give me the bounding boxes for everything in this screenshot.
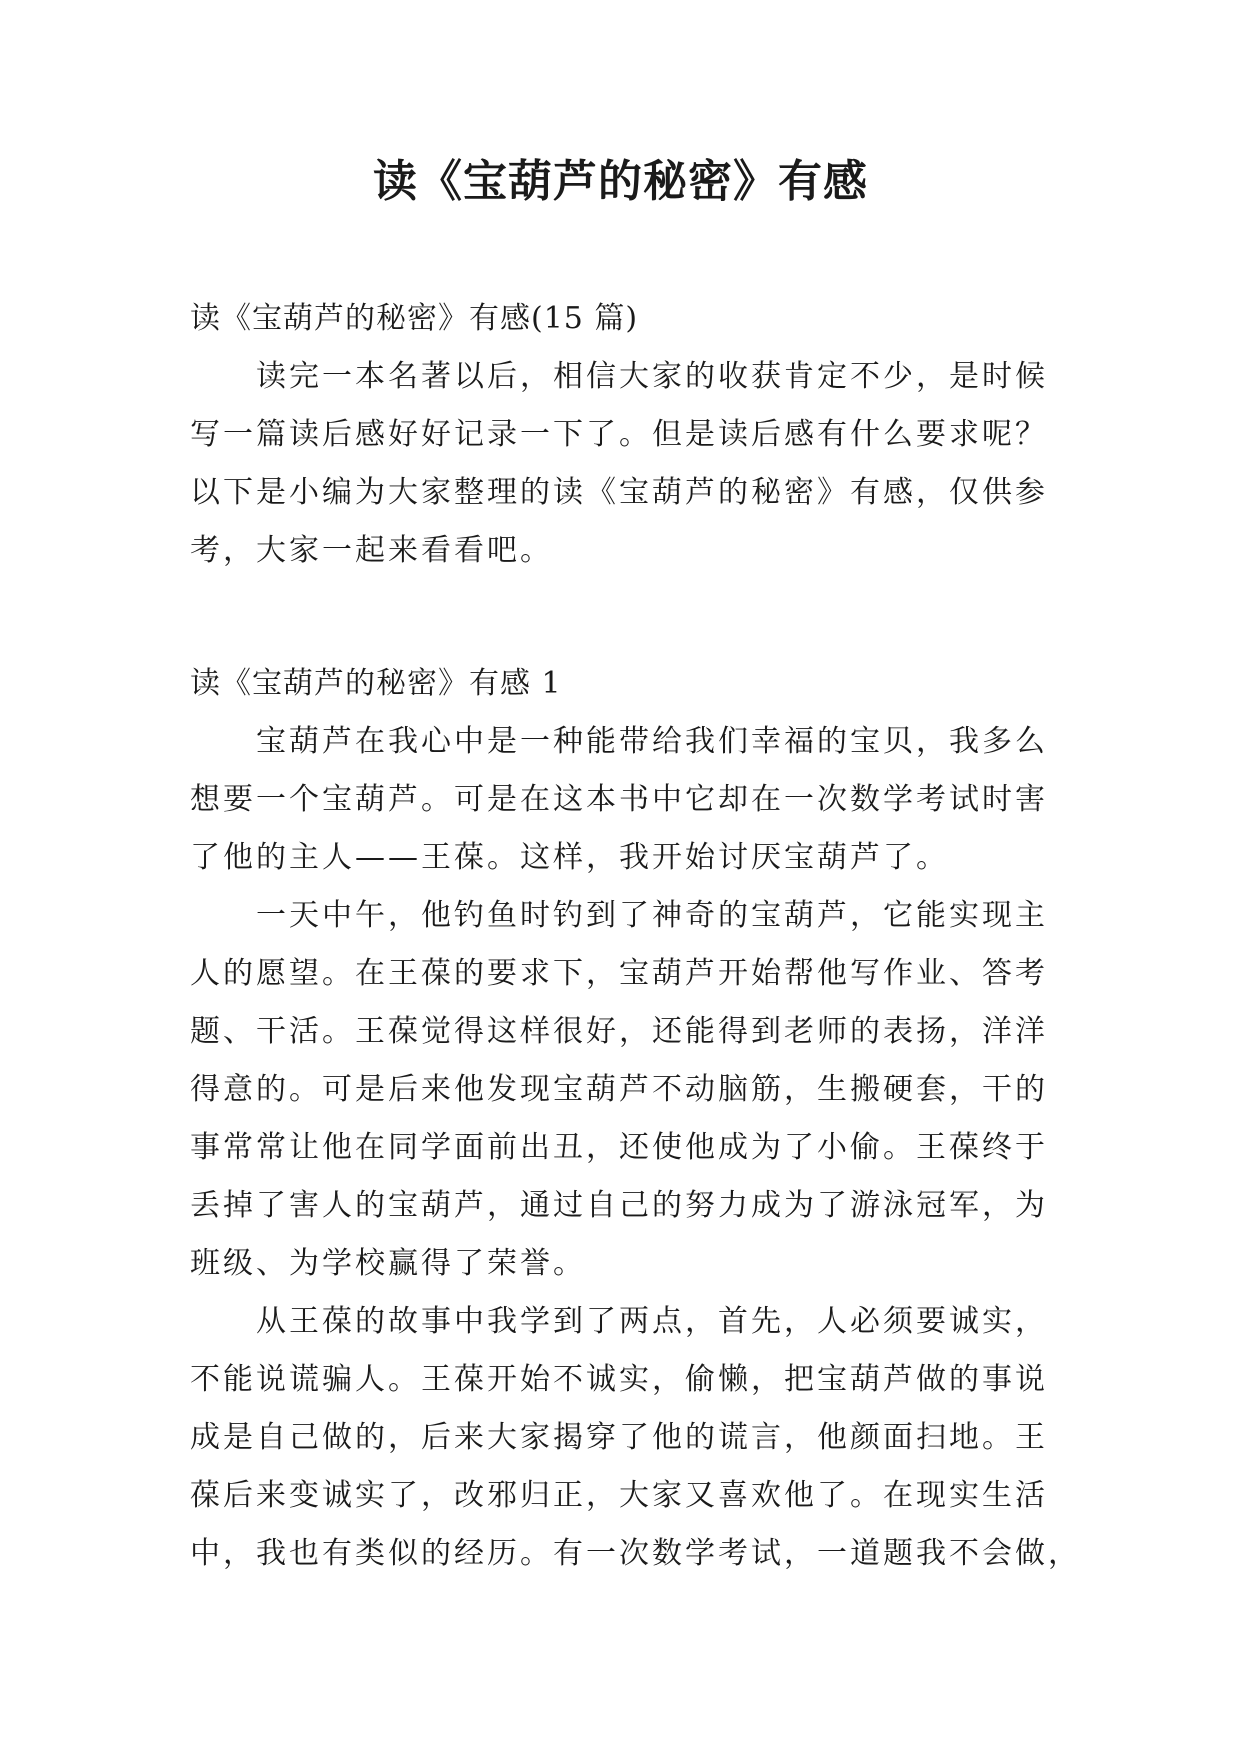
paragraph-line: 以下是小编为大家整理的读《宝葫芦的秘密》有感，仅供参	[190, 475, 1048, 510]
body-paragraph-3	[190, 1293, 1081, 1583]
paragraph-line: 宝葫芦在我心中是一种能带给我们幸福的宝贝，我多么	[256, 724, 1048, 759]
paragraph-line: 读完一本名著以后，相信大家的收获肯定不少，是时候	[256, 359, 1048, 394]
intro-heading: 读《宝葫芦的秘密》有感(15 篇)	[190, 301, 639, 336]
document-body	[190, 290, 1081, 1583]
intro-paragraph	[190, 348, 1060, 580]
body-paragraph-2	[190, 887, 1060, 1293]
paragraph-line: 事常常让他在同学面前出丑，还使他成为了小偷。王葆终于	[190, 1130, 1048, 1165]
body-paragraph-1	[190, 713, 1060, 887]
section-heading: 读《宝葫芦的秘密》有感 1	[190, 666, 562, 701]
paragraph-line: 写一篇读后感好好记录一下了。但是读后感有什么要求呢？	[190, 417, 1048, 452]
paragraph-line: 中，我也有类似的经历。有一次数学考试，一道题我不会做，	[190, 1536, 1081, 1571]
paragraph-line: 人的愿望。在王葆的要求下，宝葫芦开始帮他写作业、答考	[190, 956, 1048, 991]
paragraph-line: 丢掉了害人的宝葫芦，通过自己的努力成为了游泳冠军，为	[190, 1188, 1048, 1223]
paragraph-line: 葆后来变诚实了，改邪归正，大家又喜欢他了。在现实生活	[190, 1478, 1048, 1513]
paragraph-line: 想要一个宝葫芦。可是在这本书中它却在一次数学考试时害	[190, 782, 1048, 817]
paragraph-line: 从王葆的故事中我学到了两点，首先，人必须要诚实，	[256, 1304, 1048, 1339]
paragraph-line: 一天中午，他钓鱼时钓到了神奇的宝葫芦，它能实现主	[256, 898, 1048, 933]
paragraph-line: 了他的主人——王葆。这样，我开始讨厌宝葫芦了。	[190, 840, 949, 875]
paragraph-line: 班级、为学校赢得了荣誉。	[190, 1246, 586, 1281]
paragraph-line: 不能说谎骗人。王葆开始不诚实，偷懒，把宝葫芦做的事说	[190, 1362, 1048, 1397]
paragraph-line: 考，大家一起来看看吧。	[190, 533, 553, 568]
paragraph-line: 成是自己做的，后来大家揭穿了他的谎言，他颜面扫地。王	[190, 1420, 1048, 1455]
paragraph-line: 得意的。可是后来他发现宝葫芦不动脑筋，生搬硬套，干的	[190, 1072, 1048, 1107]
section-gap	[190, 580, 1060, 655]
paragraph-line: 题、干活。王葆觉得这样很好，还能得到老师的表扬，洋洋	[190, 1014, 1048, 1049]
document-title: 读《宝葫芦的秘密》有感	[373, 156, 868, 207]
